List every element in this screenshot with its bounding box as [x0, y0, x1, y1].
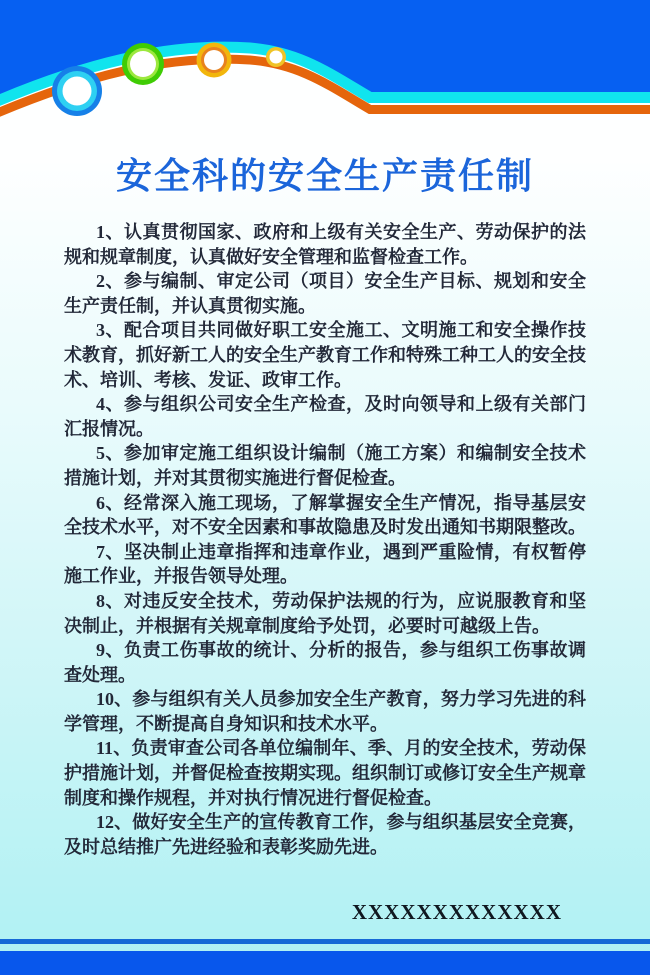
- circle-ornament-gold: [197, 43, 232, 78]
- responsibility-item-5: 5、参加审定施工组织设计编制（施工方案）和编制安全技术措施计划，并对其贯彻实施进行督促检查。: [64, 443, 586, 488]
- responsibility-item-8: 8、对违反安全技术，劳动保护法规的行为，应说服教育和坚决制止，并根据有关规章制度给予处罚，必要时可越级上告。: [64, 590, 586, 636]
- circle-ornament-blue: [52, 66, 102, 116]
- responsibility-item-7: 7、坚决制止违章指挥和违章作业，遇到严重险情，有权暂停施工作业，并报告领导处理。: [64, 541, 586, 587]
- circle-ornament-small-gold: [266, 47, 286, 67]
- responsibility-item-9: 9、负责工伤事故的统计、分析的报告，参与组织工伤事故调查处理。: [64, 640, 586, 685]
- footer-accent-line: [0, 939, 650, 944]
- responsibility-item-2: 2、参与编制、审定公司（项目）安全生产目标、规划和安全生产责任制，并认真贯彻实施。: [64, 271, 586, 316]
- circle-ornament-green: [122, 43, 164, 85]
- responsibility-item-1: 1、认真贯彻国家、政府和上级有关安全生产、劳动保护的法规和规章制度，认真做好安全管理和监督检查工作。: [64, 222, 586, 267]
- responsibility-item-10: 10、参与组织有关人员参加安全生产教育，努力学习先进的科学管理，不断提高自身知识和技术水平。: [64, 689, 586, 734]
- footer-blue-band: [0, 951, 650, 975]
- responsibility-item-12: 12、做好安全生产的宣传教育工作，参与组织基层安全竞赛，及时总结推广先进经验和表彰奖励先进。: [64, 812, 586, 857]
- page-title: 安全科的安全生产责任制: [115, 155, 534, 196]
- responsibility-item-11: 11、负责审查公司各单位编制年、季、月的安全技术，劳动保护措施计划，并督促检查按期实现。组织制订或修订安全生产规章制度和操作规程，并对执行情况进行督促检查。: [64, 738, 586, 808]
- responsibility-list: [64, 220, 586, 859]
- responsibility-item-4: 4、参与组织公司安全生产检查，及时向领导和上级有关部门汇报情况。: [64, 394, 586, 439]
- responsibility-item-6: 6、经常深入施工现场，了解掌握安全生产情况，指导基层安全技术水平，对不安全因素和事故隐患及时发出通知书期限整改。: [64, 492, 586, 538]
- signature-placeholder: XXXXXXXXXXXXX: [351, 900, 562, 924]
- responsibility-item-3: 3、配合项目共同做好职工安全施工、文明施工和安全操作技术教育，抓好新工人的安全生产教育工作和特殊工种工人的安全技术、培训、考核、发证、政审工作。: [64, 320, 586, 390]
